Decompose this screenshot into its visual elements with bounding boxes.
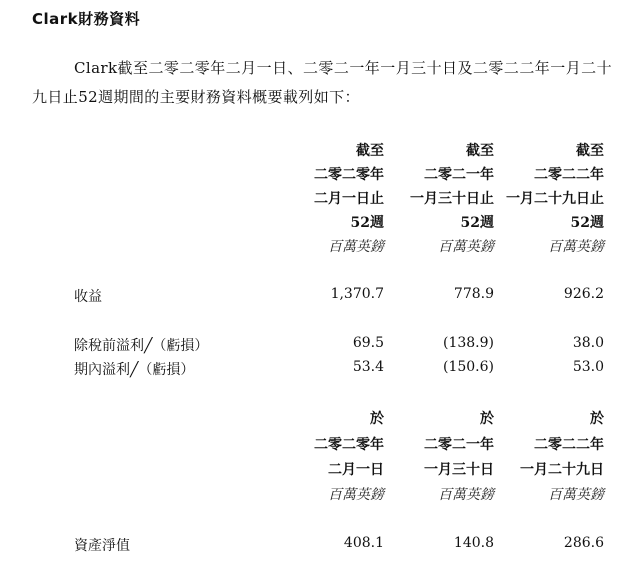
cell-value: 408.1 <box>343 535 384 551</box>
t1-col2-line3: 一月三十日止 <box>410 191 494 207</box>
cell-value: 926.2 <box>563 286 604 302</box>
t1-col3-line4: 52週 <box>570 215 604 231</box>
t1-col1-line4: 52週 <box>350 215 384 231</box>
t1-col2-line2: 二零二一年 <box>424 167 494 183</box>
t1-col1-line2: 二零二零年 <box>314 167 384 183</box>
intro-paragraph: Clark截至二零二零年二月一日、二零二一年一月三十日及二零二二年一月二十九日止52週期間的主要財務資料概要載列如下： <box>32 59 612 106</box>
t1-col2-line1: 截至 <box>466 143 494 159</box>
t1-col3-line2: 二零二二年 <box>534 167 604 183</box>
cell-value: 69.5 <box>352 335 384 351</box>
t2-col1-line3: 二月一日 <box>328 462 384 478</box>
row-label: 期內溢利╱（虧損） <box>74 362 195 378</box>
cell-value: 53.4 <box>352 359 384 375</box>
t2-col2-line1: 於 <box>480 411 494 427</box>
t1-col1-line1: 截至 <box>356 143 384 159</box>
row-label: 除稅前溢利╱（虧損） <box>74 338 209 354</box>
cell-value: 1,370.7 <box>330 286 384 302</box>
t2-col1-unit: 百萬英鎊 <box>328 487 384 503</box>
t2-col1-line1: 於 <box>370 411 384 427</box>
t1-col3-unit: 百萬英鎊 <box>548 239 604 255</box>
t1-col1-line3: 二月一日止 <box>314 191 384 207</box>
t2-col1-line2: 二零二零年 <box>314 437 384 453</box>
cell-value: 53.0 <box>572 359 604 375</box>
t2-col2-line3: 一月三十日 <box>424 462 494 478</box>
t2-col2-line2: 二零二一年 <box>424 437 494 453</box>
cell-value: 38.0 <box>572 335 604 351</box>
cell-value: (150.6) <box>442 359 494 375</box>
section-title: Clark財務資料 <box>32 10 141 28</box>
t2-col3-unit: 百萬英鎊 <box>548 487 604 503</box>
t2-col3-line1: 於 <box>590 411 604 427</box>
t1-col3-line3: 一月二十九日止 <box>506 191 604 207</box>
cell-value: 140.8 <box>453 535 494 551</box>
cell-value: 778.9 <box>453 286 494 302</box>
t1-col1-unit: 百萬英鎊 <box>328 239 384 255</box>
t2-col3-line3: 一月二十九日 <box>520 462 604 478</box>
cell-value: (138.9) <box>442 335 494 351</box>
t1-col3-line1: 截至 <box>576 143 604 159</box>
row-label: 收益 <box>74 289 102 305</box>
t2-col2-unit: 百萬英鎊 <box>438 487 494 503</box>
t1-col2-line4: 52週 <box>460 215 494 231</box>
row-label: 資產淨值 <box>74 538 130 554</box>
t1-col2-unit: 百萬英鎊 <box>438 239 494 255</box>
cell-value: 286.6 <box>563 535 604 551</box>
t2-col3-line2: 二零二二年 <box>534 437 604 453</box>
